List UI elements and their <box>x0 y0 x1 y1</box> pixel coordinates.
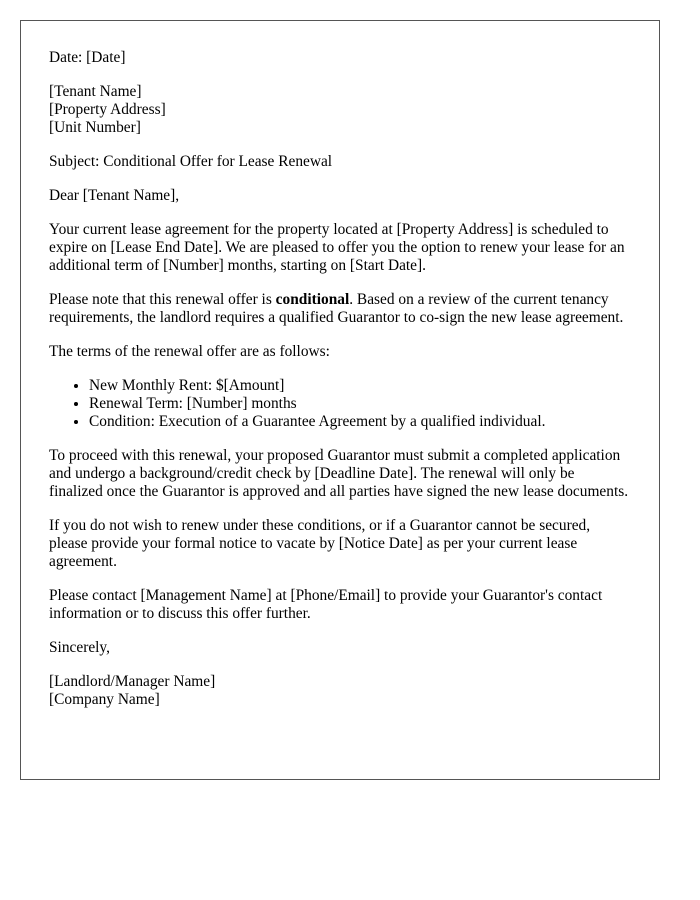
recipient-block <box>49 83 631 137</box>
signature-block <box>49 673 631 709</box>
terms-list-item: • New Monthly Rent: $[Amount] <box>89 377 631 395</box>
terms-list-item: • Condition: Execution of a Guarantee Agreement by a qualified individual. <box>89 413 631 431</box>
subject-line: Subject: Conditional Offer for Lease Renewal <box>49 153 333 170</box>
signature-company: [Company Name] <box>49 691 160 708</box>
recipient-address: [Property Address] <box>49 101 166 118</box>
terms-intro: The terms of the renewal offer are as follows: <box>49 343 330 360</box>
conditional-text-before: Please note that this renewal offer is <box>49 291 276 308</box>
recipient-unit: [Unit Number] <box>49 119 141 136</box>
terms-list <box>49 377 631 431</box>
paragraph-intro: Your current lease agreement for the property located at [Property Address] is scheduled to expire on [Lease End Date]. We are pleased to offer you the option to renew your lease for an additional term of [Number] months, starting on [Start Date]. <box>49 221 625 274</box>
paragraph-conditional <box>49 291 631 327</box>
paragraph-contact: Please contact [Management Name] at [Phone/Email] to provide your Guarantor's contact information or to discuss this offer further. <box>49 587 603 622</box>
closing: Sincerely, <box>49 639 110 656</box>
conditional-text-after: . Based on a review of the current tenancy requirements, the landlord requires a qualified Guarantor to co-sign the new lease agreement. <box>49 291 624 326</box>
recipient-name: [Tenant Name] <box>49 83 142 100</box>
terms-list-item: • Renewal Term: [Number] months <box>89 395 631 413</box>
paragraph-proceed: To proceed with this renewal, your proposed Guarantor must submit a completed application and undergo a background/credit check by [Deadline Date]. The renewal will only be finalized once the Guarantor is approved and all parties have signed the new lease documents. <box>49 447 629 500</box>
date-line: Date: [Date] <box>49 49 126 66</box>
letter-document <box>20 20 660 780</box>
conditional-emphasis: conditional <box>275 291 350 308</box>
paragraph-decline: If you do not wish to renew under these conditions, or if a Guarantor cannot be secured, please provide your formal notice to vacate by [Notice Date] as per your current lease agreement. <box>49 517 591 570</box>
signature-name: [Landlord/Manager Name] <box>49 673 216 690</box>
salutation: Dear [Tenant Name], <box>49 187 180 204</box>
